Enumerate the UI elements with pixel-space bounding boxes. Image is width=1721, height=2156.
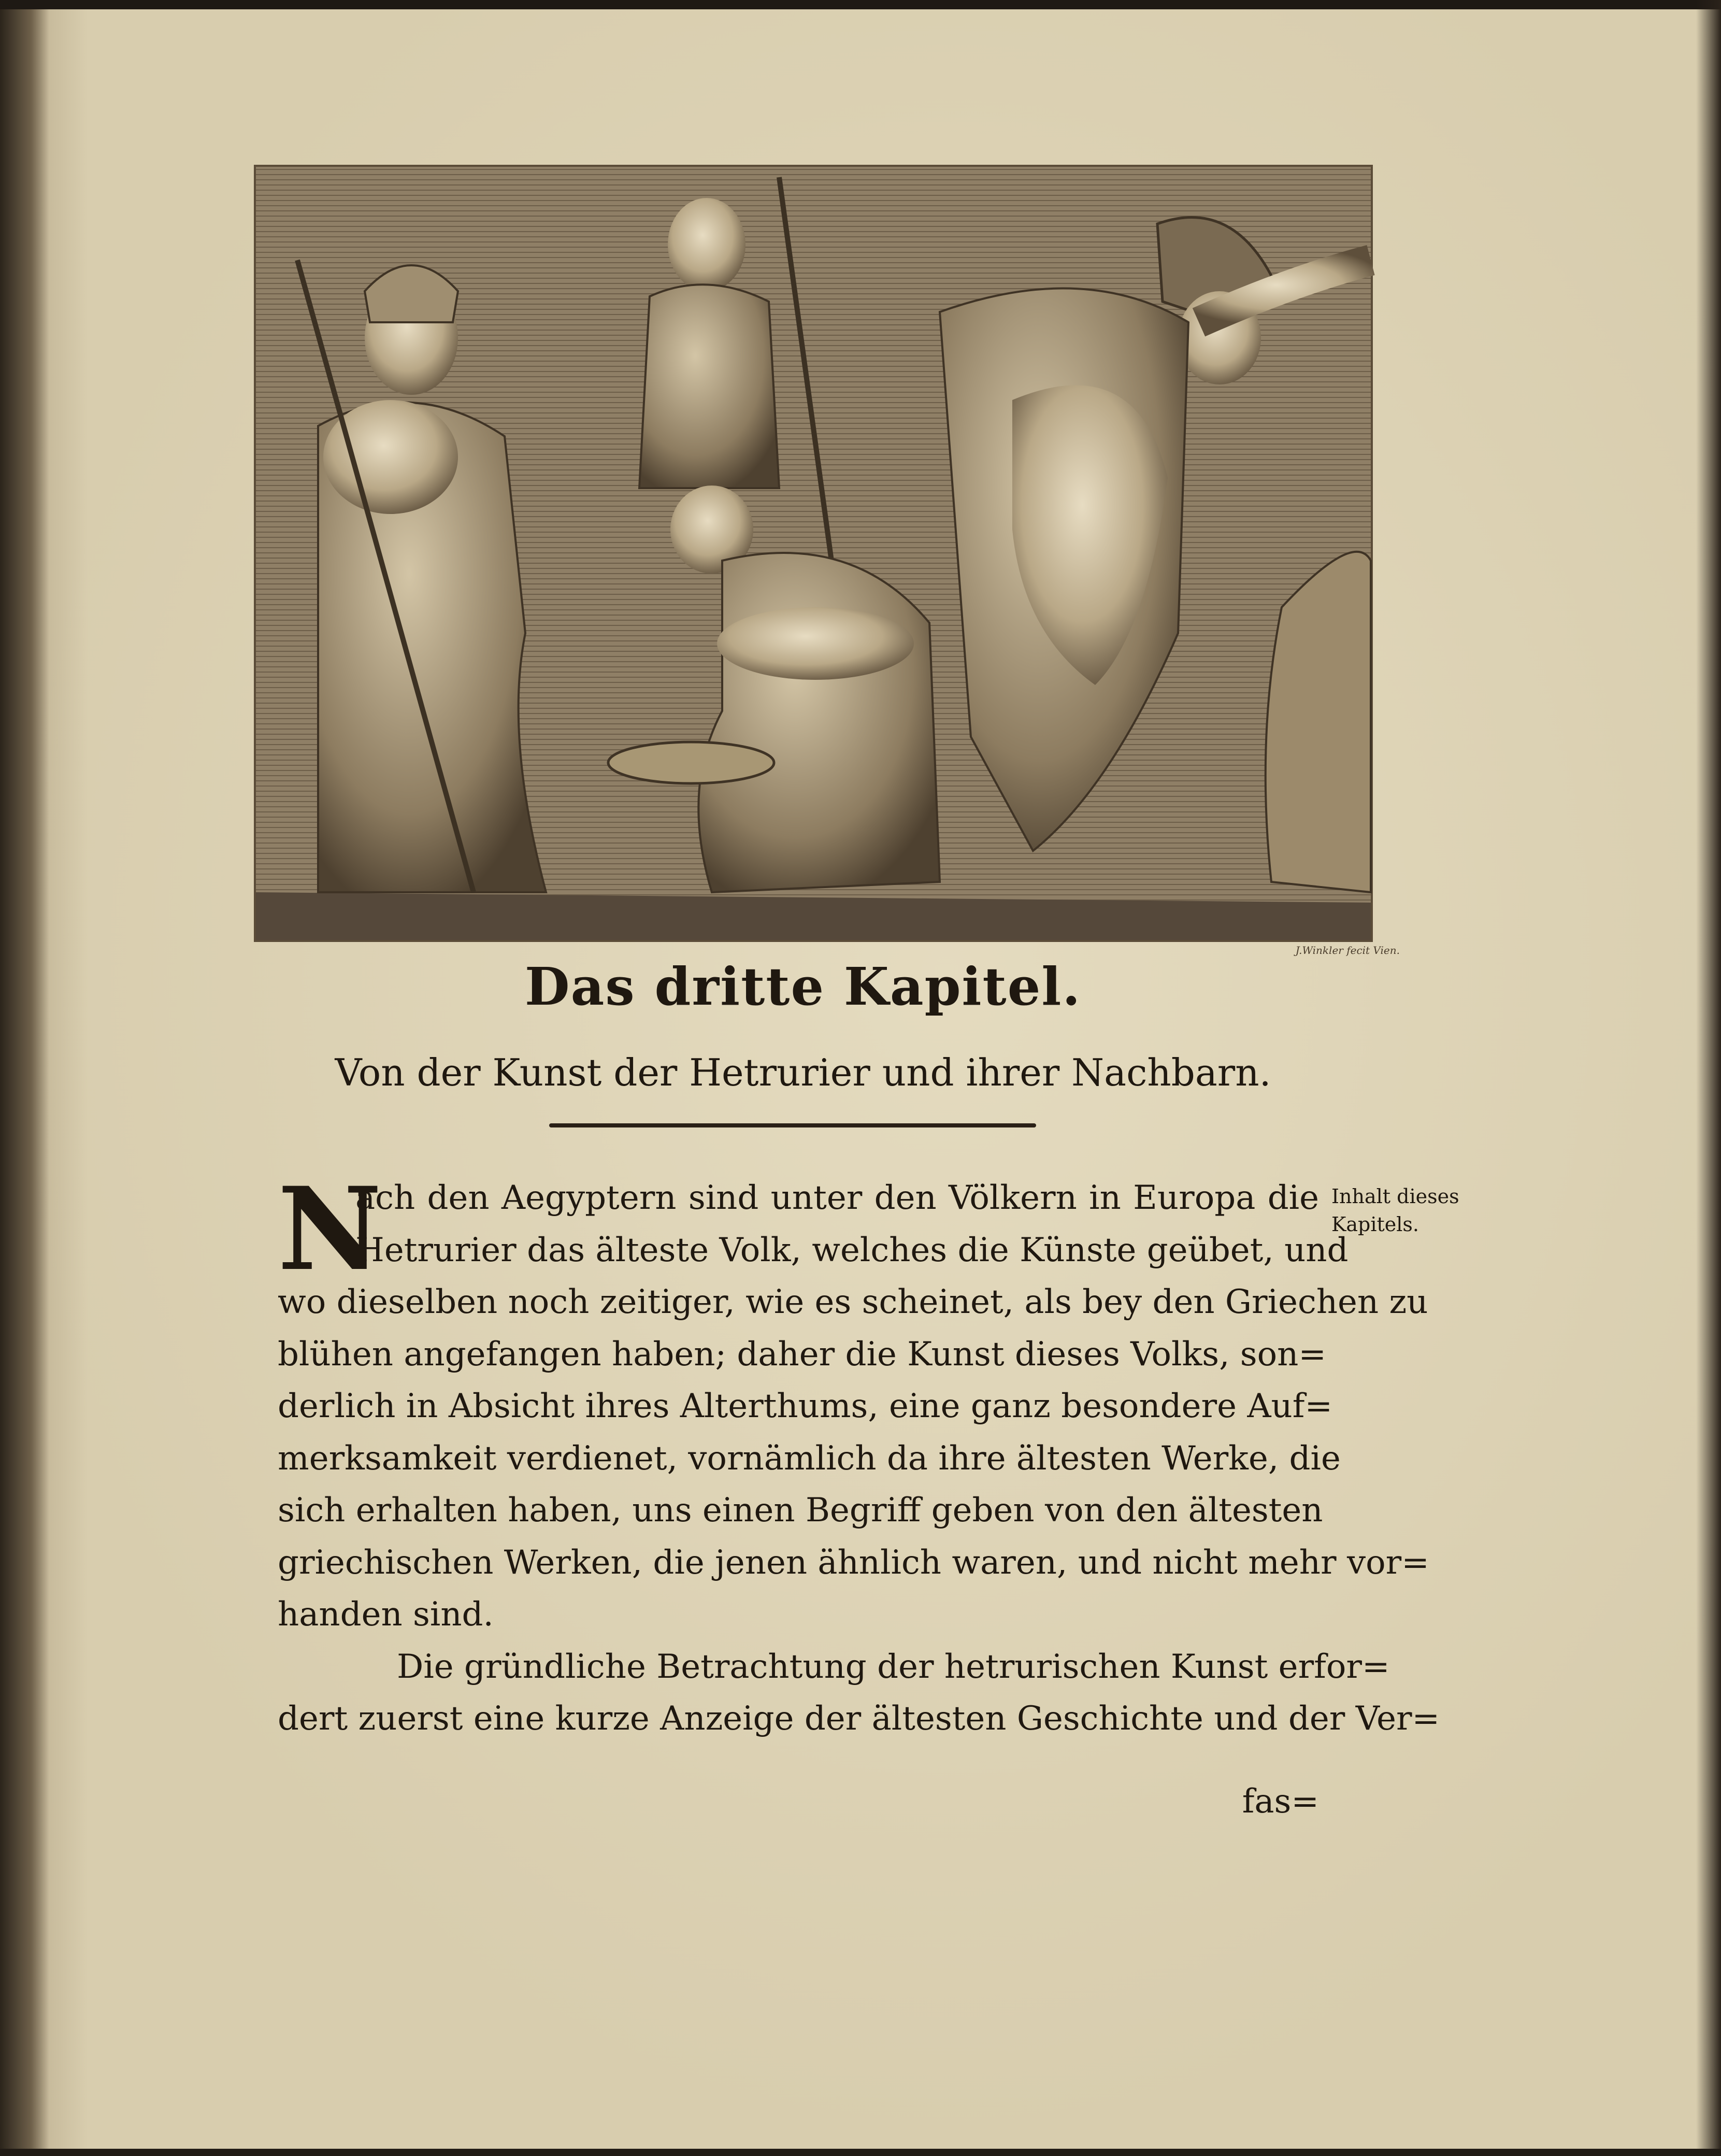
chapter-subtitle: Von der Kunst der Hetrurier und ihrer Nachbarn. xyxy=(335,1051,1271,1094)
title-rule xyxy=(549,1123,1036,1127)
text-line: ach den Aegyptern sind unter den Völkern in Europa die xyxy=(355,1179,1319,1217)
text-line: Hetrurier das älteste Volk, welches die Künste geübet, und xyxy=(355,1231,1349,1269)
marginal-note xyxy=(1331,1182,1466,1238)
scan-top-edge xyxy=(0,0,1721,9)
text-line: derlich in Absicht ihres Alterthums, eine ganz besondere Auf= xyxy=(278,1387,1333,1425)
text-line: wo dieselben noch zeitiger, wie es scheinet, als bey den Griechen zu xyxy=(278,1283,1428,1321)
engraving-plate xyxy=(254,165,1373,942)
text-line: handen sind. xyxy=(278,1595,494,1634)
drop-cap: N xyxy=(278,1162,382,1296)
scan-bottom-edge xyxy=(0,2149,1721,2156)
scan-right-edge xyxy=(1696,0,1721,2156)
marginal-note-line: Inhalt dieses xyxy=(1331,1185,1459,1208)
text-line: blühen angefangen haben; daher die Kunst dieses Volks, son= xyxy=(278,1335,1326,1374)
engraver-signature: J.Winkler fecit Vien. xyxy=(1295,944,1400,956)
text-line: Die gründliche Betrachtung der hetrurischen Kunst erfor= xyxy=(397,1647,1390,1686)
text-line: griechischen Werken, die jenen ähnlich waren, und nicht mehr vor= xyxy=(278,1543,1429,1582)
catchword: fas= xyxy=(1242,1782,1319,1821)
text-line: dert zuerst eine kurze Anzeige der ältesten Geschichte und der Ver= xyxy=(278,1700,1440,1738)
marginal-note-line: Kapitels. xyxy=(1331,1213,1419,1236)
text-line: sich erhalten haben, uns einen Begriff geben von den ältesten xyxy=(278,1491,1323,1530)
chapter-title: Das dritte Kapitel. xyxy=(524,956,1082,1017)
text-line: merksamkeit verdienet, vornämlich da ihre ältesten Werke, die xyxy=(278,1439,1341,1478)
engraving-illustration xyxy=(256,167,1371,940)
book-gutter xyxy=(0,0,49,2156)
